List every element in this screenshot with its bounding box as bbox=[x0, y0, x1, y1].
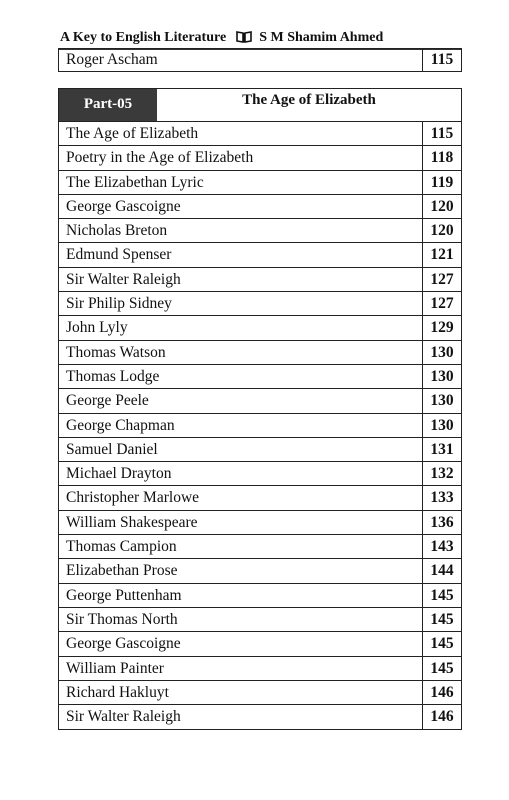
toc-row bbox=[59, 268, 461, 292]
entry-name: Michael Drayton bbox=[59, 462, 423, 485]
entry-name: Sir Philip Sidney bbox=[59, 292, 423, 315]
entry-name: Elizabethan Prose bbox=[59, 559, 423, 582]
toc-row bbox=[59, 438, 461, 462]
entry-page: 144 bbox=[430, 562, 454, 580]
part-label: Part-05 bbox=[59, 89, 157, 121]
toc-row bbox=[59, 414, 461, 438]
entry-name: Nicholas Breton bbox=[59, 219, 423, 242]
toc-row bbox=[59, 535, 461, 559]
toc-row bbox=[59, 122, 461, 146]
entry-page: 129 bbox=[430, 319, 454, 337]
entry-page: 146 bbox=[430, 708, 454, 726]
open-book-icon bbox=[236, 31, 252, 48]
entry-page: 121 bbox=[430, 246, 454, 264]
entry-page: 127 bbox=[430, 270, 454, 288]
toc-row bbox=[59, 146, 461, 170]
entry-page: 145 bbox=[430, 610, 454, 628]
entry-name: Sir Walter Raleigh bbox=[59, 268, 423, 291]
entry-name: The Age of Elizabeth bbox=[59, 122, 423, 145]
entry-name: Samuel Daniel bbox=[59, 438, 423, 461]
entry-page: 120 bbox=[430, 197, 454, 215]
part-title: The Age of Elizabeth bbox=[242, 92, 376, 108]
entry-page: 131 bbox=[430, 440, 454, 458]
entry-page: 115 bbox=[430, 51, 454, 68]
toc-row bbox=[59, 559, 461, 583]
toc-row bbox=[59, 584, 461, 608]
entry-page: 120 bbox=[430, 222, 454, 240]
entry-page: 145 bbox=[430, 635, 454, 653]
entry-name: George Chapman bbox=[59, 414, 423, 437]
toc-row bbox=[59, 462, 461, 486]
entry-name: George Puttenham bbox=[59, 584, 423, 607]
entry-name: The Elizabethan Lyric bbox=[59, 171, 423, 194]
entry-name: George Gascoigne bbox=[59, 632, 423, 655]
entry-name: Thomas Watson bbox=[59, 341, 423, 364]
toc-row bbox=[59, 341, 461, 365]
toc-row bbox=[59, 608, 461, 632]
toc-row bbox=[59, 657, 461, 681]
entry-page: 127 bbox=[430, 295, 454, 313]
entry-name: Christopher Marlowe bbox=[59, 486, 423, 509]
entry-page: 133 bbox=[430, 489, 454, 507]
entry-page: 118 bbox=[430, 149, 454, 167]
entry-page: 145 bbox=[430, 659, 454, 677]
contents-table bbox=[58, 121, 462, 730]
entry-name: William Shakespeare bbox=[59, 511, 423, 534]
entry-name: Sir Thomas North bbox=[59, 608, 423, 631]
watermark bbox=[232, 372, 296, 412]
entry-page: 136 bbox=[430, 513, 454, 531]
entry-page: 146 bbox=[430, 683, 454, 701]
entry-name: Thomas Lodge bbox=[59, 365, 423, 388]
entry-name: John Lyly bbox=[59, 316, 423, 339]
book-author: S M Shamim Ahmed bbox=[259, 30, 384, 45]
book-title: A Key to English Literature bbox=[60, 30, 227, 45]
entry-page: 145 bbox=[430, 586, 454, 604]
entry-name: Sir Walter Raleigh bbox=[59, 705, 423, 729]
toc-row bbox=[59, 316, 461, 340]
entry-page: 130 bbox=[430, 392, 454, 410]
toc-row bbox=[59, 219, 461, 243]
toc-row bbox=[59, 171, 461, 195]
previous-entry-row bbox=[58, 48, 462, 72]
toc-row bbox=[59, 243, 461, 267]
toc-row bbox=[59, 511, 461, 535]
part-heading bbox=[58, 88, 462, 122]
entry-page: 132 bbox=[430, 465, 454, 483]
entry-name: Edmund Spenser bbox=[59, 243, 423, 266]
entry-name: Richard Hakluyt bbox=[59, 681, 423, 704]
toc-row bbox=[59, 292, 461, 316]
toc-row bbox=[59, 195, 461, 219]
toc-row bbox=[59, 632, 461, 656]
entry-name: Poetry in the Age of Elizabeth bbox=[59, 146, 423, 169]
toc-row bbox=[59, 486, 461, 510]
toc-row bbox=[59, 681, 461, 705]
entry-page: 119 bbox=[430, 173, 454, 191]
entry-name: George Gascoigne bbox=[59, 195, 423, 218]
toc-row bbox=[59, 705, 461, 729]
entry-page: 130 bbox=[430, 416, 454, 434]
page-header bbox=[60, 30, 383, 48]
entry-page: 143 bbox=[430, 538, 454, 556]
entry-name: George Peele bbox=[59, 389, 423, 412]
entry-name: Thomas Campion bbox=[59, 535, 423, 558]
entry-page: 115 bbox=[430, 125, 454, 142]
entry-page: 130 bbox=[430, 343, 454, 361]
entry-page: 130 bbox=[430, 367, 454, 385]
entry-name: Roger Ascham bbox=[59, 49, 423, 71]
entry-name: William Painter bbox=[59, 657, 423, 680]
